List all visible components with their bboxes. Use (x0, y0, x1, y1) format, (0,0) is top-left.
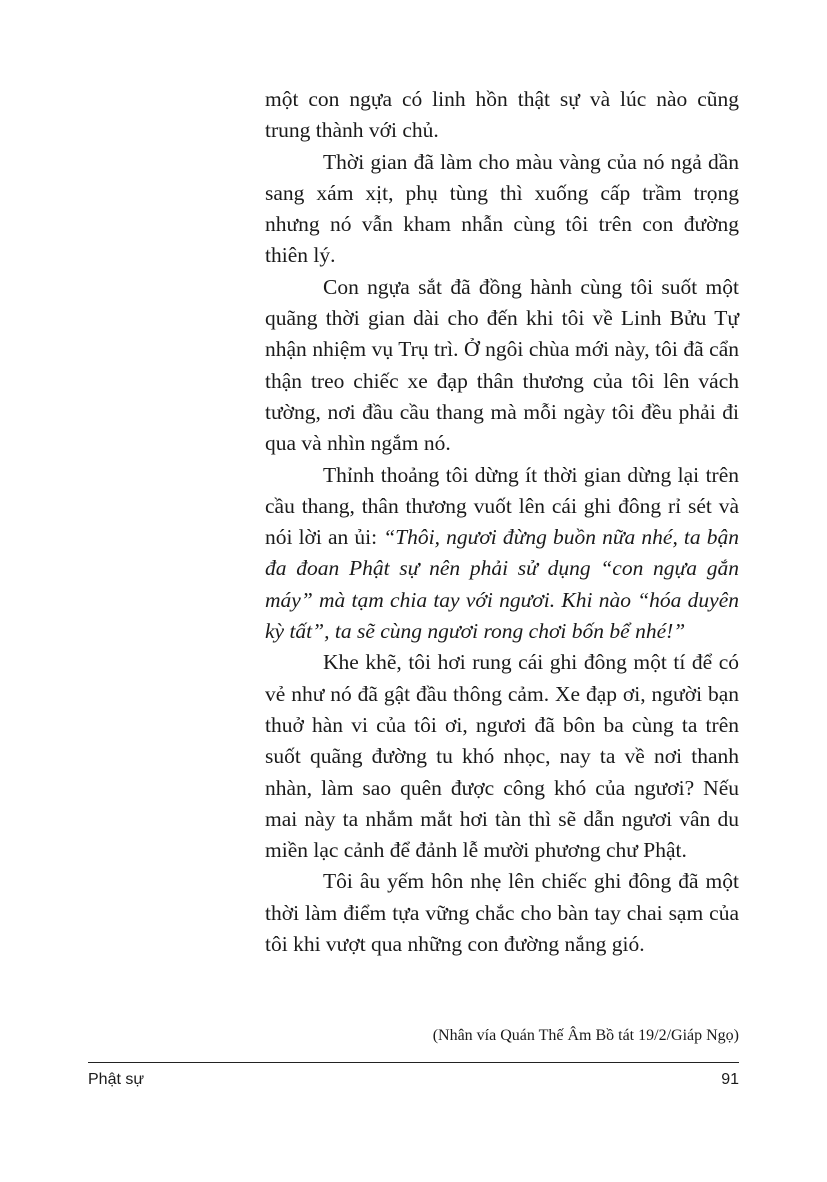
paragraph-1 (265, 84, 739, 147)
paragraph-2 (265, 147, 739, 272)
paragraph-text: Thỉnh thoảng tôi dừng ít thời gian dừng lại trên cầu thang, thân thương vuốt lên cái ghi đông rỉ sét và nói lời an ủi: (265, 462, 739, 550)
paragraph-3 (265, 272, 739, 460)
paragraph-5 (265, 647, 739, 866)
italic-quote: “Thôi, ngươi đừng buồn nữa nhé, ta bận đa đoan Phật sự nên phải sử dụng “con ngựa gắn máy” mà tạm chia tay với ngươi. Khi nào “hóa duyên kỳ tất”, ta sẽ cùng ngươi rong chơi bốn bể nhé!” (265, 525, 740, 644)
paragraph-text: Con ngựa sắt đã đồng hành cùng tôi suốt một quãng thời gian dài cho đến khi tôi về Linh Bửu Tự nhận nhiệm vụ Trụ trì. Ở ngôi chùa mới này, tôi đã cẩn thận treo chiếc xe đạp thân thương của tôi lên vách tường, nơi đầu cầu thang mà mỗi ngày tôi đều phải đi qua và nhìn ngắm nó. (265, 274, 739, 456)
paragraph-6 (265, 866, 739, 960)
footer-divider (88, 1062, 739, 1063)
footer-section-title: Phật sự (88, 1071, 145, 1088)
paragraph-text: Thời gian đã làm cho màu vàng của nó ngả dần sang xám xịt, phụ tùng thì xuống cấp trầm trọng nhưng nó vẫn kham nhẫn cùng tôi trên con đường thiên lý. (265, 149, 739, 268)
dedication-note: (Nhân vía Quán Thế Âm Bồ tát 19/2/Giáp Ngọ) (432, 1027, 739, 1044)
paragraph-text: một con ngựa có linh hồn thật sự và lúc nào cũng trung thành với chủ. (265, 87, 739, 143)
article-body (265, 84, 739, 960)
paragraph-text: Khe khẽ, tôi hơi rung cái ghi đông một tí để có vẻ như nó đã gật đầu thông cảm. Xe đạp ơi, người bạn thuở hàn vi của tôi ơi, ngươi đã bôn ba cùng ta trên suốt quãng đường tu khó nhọc, nay ta về nơi thanh nhàn, làm sao quên được công khó của ngươi? Nếu mai này ta nhắm mắt hơi tàn thì sẽ dẫn ngươi vân du miền lạc cảnh để đảnh lễ mười phương chư Phật. (265, 650, 739, 863)
paragraph-text: Tôi âu yếm hôn nhẹ lên chiếc ghi đông đã một thời làm điểm tựa vững chắc cho bàn tay chai sạm của tôi khi vượt qua những con đường nắng gió. (265, 869, 739, 957)
paragraph-4 (265, 460, 739, 648)
page-number: 91 (721, 1071, 739, 1088)
